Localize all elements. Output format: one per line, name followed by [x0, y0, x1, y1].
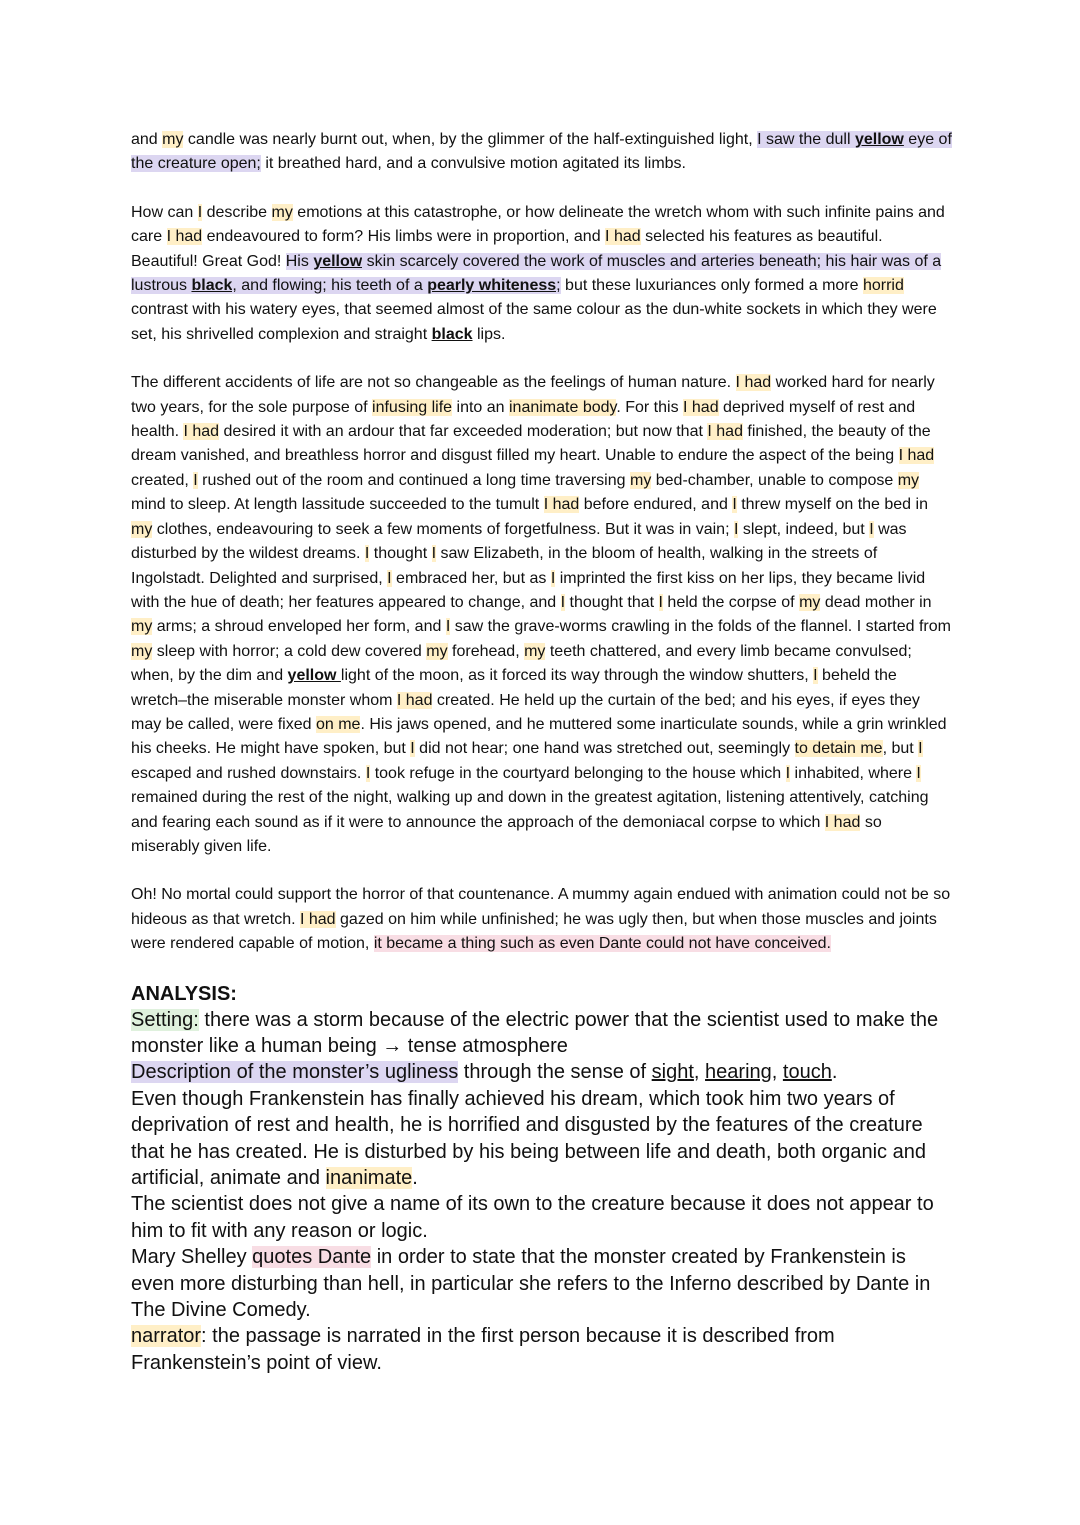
- text-segment: The different accidents of life are not so changeable as the feelings of human nature.: [131, 374, 736, 392]
- text-segment: rushed out of the room and continued a long time traversing: [197, 471, 630, 489]
- text-segment: . For this: [616, 398, 684, 416]
- highlight-yellow: my: [131, 618, 153, 636]
- highlight-yellow: I: [733, 520, 739, 538]
- highlight-yellow: on me: [315, 715, 361, 733]
- text-segment: escaped and rushed downstairs.: [131, 764, 366, 782]
- highlight-yellow: inanimate body: [509, 398, 617, 416]
- text-segment: threw myself on the bed in: [736, 496, 928, 514]
- passage-paragraph-3: [131, 371, 953, 859]
- text-segment: bed-chamber, unable to compose: [651, 471, 898, 489]
- highlight-yellow: I had: [183, 423, 220, 441]
- highlight-yellow: I: [364, 545, 370, 563]
- emphasis-text: yellow: [287, 667, 341, 685]
- text-segment: but these luxuriances only formed a more: [560, 277, 863, 295]
- passage-paragraph-2: [131, 201, 953, 347]
- highlight-yellow: I had: [543, 496, 580, 514]
- emphasis-text: hearing: [705, 1061, 772, 1084]
- highlight-yellow: I: [813, 667, 818, 685]
- text-segment: through the sense of: [458, 1061, 652, 1084]
- text-segment: : the passage is narrated in the first person because it is described from Frankenstein’s point of view.: [131, 1325, 835, 1374]
- highlight-purple: , and flowing; his teeth of a: [232, 277, 428, 295]
- text-segment: ,: [771, 1061, 783, 1084]
- text-segment: arms; a shroud enveloped her form, and: [152, 618, 446, 636]
- text-segment: selected his features as beautiful. Beautiful! Great God!: [131, 228, 883, 270]
- text-segment: imprinted the first kiss on her lips, they became livid with the hue of death; her features appeared to change, and: [131, 569, 926, 611]
- text-segment: created. He held up the curtain of the bed; and his eyes, if eyes they may be called, were fixed: [131, 691, 920, 733]
- text-segment: lips.: [472, 325, 506, 343]
- highlight-yellow: I had: [824, 813, 861, 831]
- highlight-yellow: inanimate: [325, 1167, 413, 1190]
- text-segment: gazed on him while unfinished; he was ugly then, but when those muscles and joints were rendered capable of motion,: [131, 910, 937, 953]
- highlight-yellow: infusing life: [372, 398, 453, 416]
- highlight-yellow: my: [629, 471, 652, 489]
- text-segment: inhabited, where: [790, 764, 917, 782]
- highlight-purple: His: [285, 252, 314, 270]
- text-segment: held the corpse of: [662, 593, 800, 611]
- text-segment: deprived myself of rest and health.: [131, 398, 916, 441]
- text-segment: candle was nearly burnt out, when, by the glimmer of the half-extinguished light,: [183, 131, 758, 148]
- highlight-yellow: I had: [605, 228, 641, 246]
- analysis-setting-line: [131, 1007, 953, 1060]
- highlight-purple: black: [191, 277, 233, 295]
- highlight-yellow: my: [897, 471, 920, 489]
- highlight-yellow: I: [869, 520, 874, 538]
- text-segment: describe: [202, 203, 272, 221]
- highlight-yellow: I: [785, 764, 791, 782]
- text-segment: Even though Frankenstein has finally achieved his dream, which took him two years of deprivation of rest and health, he is horrified and disgusted by the features of the creature that he has created. He is disturbed by his being between life and death, both organic and artificial, animate and: [131, 1087, 926, 1190]
- text-segment: created,: [131, 471, 194, 489]
- highlight-yellow: my: [131, 642, 153, 660]
- text-segment: it breathed hard, and a convulsive motion agitated its limbs.: [260, 155, 686, 173]
- highlight-yellow: my: [799, 593, 821, 611]
- highlight-yellow: I had: [707, 423, 743, 441]
- highlight-yellow: I had: [166, 228, 203, 246]
- highlight-yellow: I: [410, 740, 415, 758]
- highlight-yellow: my: [271, 203, 293, 221]
- text-segment: remained during the rest of the night, walking up and down in the greatest agitation, listening attentively, catching and fearing each sound as if it were to announce the approach of the demoniacal corpse to which: [131, 789, 929, 831]
- highlight-yellow: I: [916, 764, 921, 782]
- text-segment: thought that: [565, 593, 659, 611]
- text-segment: ,: [693, 1061, 706, 1084]
- highlight-pink: quotes Dante: [252, 1246, 372, 1269]
- text-segment: light of the moon, as it forced its way through the window shutters,: [340, 667, 814, 685]
- text-segment: emotions at this catastrophe, or how delineate the wretch whom with such infinite pains and care: [131, 203, 945, 246]
- emphasis-text: touch: [782, 1061, 832, 1084]
- analysis-dante-line: [131, 1244, 953, 1323]
- highlight-yellow: I: [918, 740, 923, 758]
- analysis-dream-line: [131, 1086, 953, 1192]
- highlight-purple: I saw the dull: [757, 131, 855, 148]
- highlight-yellow: I: [365, 764, 371, 782]
- text-segment: beheld the wretch–the miserable monster whom: [131, 667, 897, 709]
- text-segment: clothes, endeavouring to seek a few moments of forgetfulness. But it was in vain;: [152, 520, 734, 538]
- text-segment: so miserably given life.: [131, 813, 882, 855]
- text-segment: .: [412, 1167, 418, 1190]
- text-segment: desired it with an ardour that far exceeded moderation; but now that: [219, 423, 708, 441]
- analysis-name-line: [131, 1191, 953, 1244]
- passage-paragraph-1: [131, 128, 953, 177]
- analysis-description-line: [131, 1059, 953, 1085]
- highlight-yellow: horrid: [862, 277, 904, 295]
- text-segment: into an: [452, 398, 509, 416]
- text-segment: The scientist does not give a name of its own to the creature because it does not appear to him to fit with any reason or logic.: [131, 1193, 934, 1242]
- highlight-yellow: my: [426, 642, 448, 660]
- text-segment: mind to sleep. At length lassitude succeeded to the tumult: [131, 496, 544, 514]
- highlight-purple: eye of the creature open;: [131, 131, 952, 173]
- text-segment: dead mother in: [820, 593, 932, 611]
- text-segment: worked hard for nearly two years, for the sole purpose of: [131, 374, 935, 416]
- text-segment: Mary Shelley: [131, 1246, 253, 1269]
- highlight-yellow: I: [431, 545, 437, 563]
- analysis-narrator-line: [131, 1323, 953, 1376]
- highlight-yellow: I had: [898, 447, 935, 465]
- highlight-purple: yellow: [854, 131, 904, 148]
- emphasis-text: ANALYSIS: [131, 982, 231, 1005]
- highlight-yellow: I: [193, 471, 198, 489]
- text-segment: did not hear; one hand was stretched out, seemingly: [414, 740, 795, 758]
- highlight-yellow: I: [658, 593, 663, 611]
- text-segment: finished, the beauty of the dream vanished, and breathless horror and disgust filled my heart. Unable to endure the aspect of the being: [131, 423, 931, 465]
- highlight-yellow: I: [560, 593, 566, 611]
- text-segment: before endured, and: [579, 496, 733, 514]
- text-segment: embraced her, but as: [391, 569, 551, 587]
- highlight-yellow: I: [550, 569, 556, 587]
- highlight-yellow: my: [162, 131, 184, 148]
- text-segment: forehead,: [447, 642, 525, 660]
- text-segment: Oh! No mortal could support the horror of that countenance. A mummy again endued with animation could not be so hideous as that wretch.: [131, 886, 951, 928]
- analysis-section: [131, 981, 953, 1377]
- highlight-yellow: to detain me: [794, 740, 883, 758]
- highlight-yellow: my: [131, 520, 153, 538]
- text-segment: :: [230, 982, 237, 1005]
- text-segment: thought: [369, 545, 432, 563]
- text-segment: teeth chattered, and every limb became convulsed; when, by the dim and: [131, 642, 912, 685]
- text-segment: . His jaws opened, and he muttered some inarticulate sounds, while a grin wrinkled his cheeks. He might have spoken, but: [131, 715, 947, 758]
- highlight-purple: yellow: [313, 252, 363, 270]
- highlight-pink: it became a thing such as even Dante could not have conceived.: [373, 935, 831, 953]
- highlight-purple: skin scarcely covered the work of muscles and arteries beneath; his hair was of a lustrous: [131, 252, 942, 295]
- text-segment: saw Elizabeth, in the bloom of health, walking in the streets of Ingolstadt. Delighted and surprised,: [131, 545, 878, 587]
- text-segment: saw the grave-worms crawling in the folds of the flannel. I started from: [450, 618, 951, 636]
- highlight-yellow: I: [732, 496, 737, 514]
- text-segment: sleep with horror; a cold dew covered: [152, 642, 427, 660]
- emphasis-text: black: [431, 325, 473, 343]
- highlight-green: Setting:: [131, 1008, 199, 1031]
- highlight-purple: ;: [556, 277, 561, 295]
- highlight-yellow: I had: [735, 374, 772, 392]
- highlight-yellow: I: [197, 203, 203, 221]
- text-segment: endeavoured to form? His limbs were in proportion, and: [202, 228, 606, 246]
- text-segment: and: [131, 131, 163, 148]
- document-content: [131, 128, 953, 1376]
- text-segment: contrast with his watery eyes, that seemed almost of the same colour as the dun-white sockets in which they were set, his shrivelled complexion and straight: [131, 301, 937, 343]
- text-segment: .: [831, 1061, 838, 1084]
- text-segment: there was a storm because of the electric power that the scientist used to make the monster like a human being → tense atmosphere: [131, 1008, 939, 1057]
- highlight-yellow: I: [387, 569, 392, 587]
- text-segment: in order to state that the monster created by Frankenstein is even more disturbing than hell, in particular she refers to the Inferno described by Dante in The Divine Comedy.: [131, 1246, 931, 1322]
- highlight-yellow: my: [524, 642, 546, 660]
- highlight-purple: Description of the monster’s ugliness: [131, 1061, 459, 1084]
- highlight-yellow: I had: [299, 910, 336, 928]
- highlight-yellow: I: [445, 618, 451, 636]
- highlight-yellow: I had: [396, 691, 433, 709]
- highlight-yellow: narrator: [131, 1325, 202, 1348]
- text-segment: How can: [131, 203, 198, 221]
- text-segment: was disturbed by the wildest dreams.: [131, 520, 907, 563]
- text-segment: slept, indeed, but: [738, 520, 870, 538]
- highlight-purple: pearly whiteness: [427, 277, 557, 295]
- passage-paragraph-4: [131, 883, 953, 956]
- emphasis-text: sight: [651, 1061, 694, 1084]
- text-segment: took refuge in the courtyard belonging to the house which: [370, 764, 786, 782]
- highlight-yellow: I had: [683, 398, 719, 416]
- text-segment: , but: [882, 740, 919, 758]
- analysis-heading: [131, 981, 953, 1007]
